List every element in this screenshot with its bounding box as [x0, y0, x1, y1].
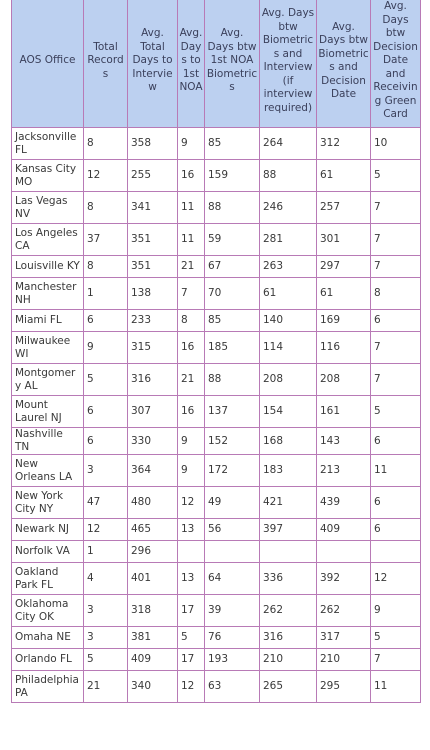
- cell-total-days: 138: [128, 278, 178, 310]
- cell-decision-card: 7: [371, 224, 421, 256]
- cell-office: Milwaukee WI: [12, 332, 84, 364]
- cell-noa-bio: 85: [205, 310, 260, 332]
- cell-bio-interview: 397: [260, 519, 317, 541]
- table-row: [12, 192, 421, 224]
- table-row: [12, 627, 421, 649]
- cell-bio-decision: 301: [317, 224, 371, 256]
- cell-days-noa: 7: [178, 278, 205, 310]
- cell-noa-bio: 88: [205, 364, 260, 396]
- cell-days-noa: 17: [178, 595, 205, 627]
- cell-decision-card: 7: [371, 256, 421, 278]
- cell-office: Philadelphia PA: [12, 671, 84, 703]
- cell-bio-interview: 336: [260, 563, 317, 595]
- cell-bio-decision: 257: [317, 192, 371, 224]
- table-row: [12, 256, 421, 278]
- cell-noa-bio: 49: [205, 487, 260, 519]
- col-header-biometrics-interview: Avg. Days btw Biometrics and Interview (if interview required): [260, 0, 317, 128]
- cell-days-noa: 21: [178, 364, 205, 396]
- cell-office: Las Vegas NV: [12, 192, 84, 224]
- cell-total-records: 3: [84, 595, 128, 627]
- col-header-decision-green-card: Avg. Days btw Decision Date and Receiving Green Card: [371, 0, 421, 128]
- cell-bio-interview: 246: [260, 192, 317, 224]
- cell-bio-decision: 439: [317, 487, 371, 519]
- cell-total-records: 5: [84, 649, 128, 671]
- table-row: [12, 595, 421, 627]
- cell-bio-decision: [317, 541, 371, 563]
- cell-decision-card: 9: [371, 595, 421, 627]
- header-row: [12, 0, 421, 128]
- cell-days-noa: 12: [178, 671, 205, 703]
- cell-bio-decision: 392: [317, 563, 371, 595]
- cell-total-days: 296: [128, 541, 178, 563]
- cell-bio-interview: 168: [260, 428, 317, 455]
- cell-office: New Orleans LA: [12, 455, 84, 487]
- cell-total-records: 37: [84, 224, 128, 256]
- cell-bio-decision: 161: [317, 396, 371, 428]
- cell-total-days: 351: [128, 224, 178, 256]
- cell-noa-bio: 67: [205, 256, 260, 278]
- aos-office-table: [11, 0, 421, 703]
- cell-noa-bio: 64: [205, 563, 260, 595]
- cell-total-days: 381: [128, 627, 178, 649]
- cell-total-days: 330: [128, 428, 178, 455]
- cell-days-noa: 11: [178, 192, 205, 224]
- cell-noa-bio: 76: [205, 627, 260, 649]
- table-row: [12, 649, 421, 671]
- cell-total-days: 316: [128, 364, 178, 396]
- table-row: [12, 541, 421, 563]
- cell-total-days: 409: [128, 649, 178, 671]
- cell-total-records: 8: [84, 192, 128, 224]
- cell-total-records: 4: [84, 563, 128, 595]
- cell-office: Montgomery AL: [12, 364, 84, 396]
- cell-total-days: 401: [128, 563, 178, 595]
- col-header-avg-days-first-noa: Avg. Days to 1st NOA: [178, 0, 205, 128]
- cell-bio-interview: 61: [260, 278, 317, 310]
- cell-days-noa: 9: [178, 128, 205, 160]
- cell-bio-decision: 312: [317, 128, 371, 160]
- cell-bio-interview: 114: [260, 332, 317, 364]
- table-row: [12, 364, 421, 396]
- cell-bio-interview: 264: [260, 128, 317, 160]
- cell-decision-card: 5: [371, 396, 421, 428]
- cell-bio-decision: 169: [317, 310, 371, 332]
- table-row: [12, 455, 421, 487]
- col-header-noa-biometrics: Avg. Days btw 1st NOA Biometrics: [205, 0, 260, 128]
- cell-days-noa: 8: [178, 310, 205, 332]
- cell-bio-decision: 295: [317, 671, 371, 703]
- cell-days-noa: 17: [178, 649, 205, 671]
- cell-days-noa: [178, 541, 205, 563]
- cell-total-days: 358: [128, 128, 178, 160]
- cell-noa-bio: 159: [205, 160, 260, 192]
- cell-days-noa: 16: [178, 332, 205, 364]
- cell-bio-interview: 263: [260, 256, 317, 278]
- cell-office: Omaha NE: [12, 627, 84, 649]
- col-header-avg-total-days-interview: Avg. Total Days to Interview: [128, 0, 178, 128]
- cell-days-noa: 16: [178, 160, 205, 192]
- cell-bio-decision: 210: [317, 649, 371, 671]
- cell-total-days: 315: [128, 332, 178, 364]
- cell-days-noa: 9: [178, 428, 205, 455]
- cell-decision-card: 5: [371, 627, 421, 649]
- cell-bio-interview: 262: [260, 595, 317, 627]
- cell-decision-card: 12: [371, 563, 421, 595]
- cell-total-records: 5: [84, 364, 128, 396]
- cell-bio-interview: 154: [260, 396, 317, 428]
- cell-total-records: 9: [84, 332, 128, 364]
- cell-bio-decision: 116: [317, 332, 371, 364]
- cell-bio-decision: 409: [317, 519, 371, 541]
- table-row: [12, 396, 421, 428]
- cell-bio-decision: 297: [317, 256, 371, 278]
- cell-noa-bio: 56: [205, 519, 260, 541]
- table-row: [12, 671, 421, 703]
- cell-bio-interview: 421: [260, 487, 317, 519]
- cell-total-records: 1: [84, 278, 128, 310]
- cell-decision-card: [371, 541, 421, 563]
- cell-office: Mount Laurel NJ: [12, 396, 84, 428]
- cell-total-records: 6: [84, 428, 128, 455]
- cell-decision-card: 5: [371, 160, 421, 192]
- cell-noa-bio: 152: [205, 428, 260, 455]
- cell-decision-card: 8: [371, 278, 421, 310]
- cell-total-records: 47: [84, 487, 128, 519]
- table-row: [12, 332, 421, 364]
- table-row: [12, 224, 421, 256]
- cell-total-records: 3: [84, 627, 128, 649]
- cell-bio-decision: 61: [317, 160, 371, 192]
- col-header-total-records: Total Records: [84, 0, 128, 128]
- table-row: [12, 160, 421, 192]
- cell-office: Newark NJ: [12, 519, 84, 541]
- cell-days-noa: 13: [178, 519, 205, 541]
- cell-office: Orlando FL: [12, 649, 84, 671]
- cell-office: Miami FL: [12, 310, 84, 332]
- cell-total-days: 364: [128, 455, 178, 487]
- cell-total-days: 307: [128, 396, 178, 428]
- cell-bio-interview: 281: [260, 224, 317, 256]
- cell-office: Kansas City MO: [12, 160, 84, 192]
- cell-noa-bio: 85: [205, 128, 260, 160]
- cell-days-noa: 9: [178, 455, 205, 487]
- cell-bio-interview: [260, 541, 317, 563]
- cell-total-days: 255: [128, 160, 178, 192]
- cell-decision-card: 7: [371, 192, 421, 224]
- cell-total-days: 341: [128, 192, 178, 224]
- cell-total-records: 8: [84, 128, 128, 160]
- table-row: [12, 487, 421, 519]
- cell-noa-bio: 39: [205, 595, 260, 627]
- table-row: [12, 128, 421, 160]
- cell-bio-interview: 210: [260, 649, 317, 671]
- cell-bio-interview: 140: [260, 310, 317, 332]
- cell-bio-decision: 208: [317, 364, 371, 396]
- cell-total-records: 1: [84, 541, 128, 563]
- cell-days-noa: 5: [178, 627, 205, 649]
- cell-bio-interview: 265: [260, 671, 317, 703]
- cell-office: Louisville KY: [12, 256, 84, 278]
- cell-total-records: 6: [84, 310, 128, 332]
- cell-noa-bio: 88: [205, 192, 260, 224]
- cell-noa-bio: 137: [205, 396, 260, 428]
- table-row: [12, 428, 421, 455]
- cell-bio-decision: 143: [317, 428, 371, 455]
- cell-decision-card: 6: [371, 310, 421, 332]
- cell-decision-card: 7: [371, 649, 421, 671]
- cell-days-noa: 13: [178, 563, 205, 595]
- table-row: [12, 563, 421, 595]
- cell-decision-card: 7: [371, 364, 421, 396]
- cell-bio-decision: 61: [317, 278, 371, 310]
- cell-decision-card: 11: [371, 455, 421, 487]
- cell-noa-bio: 193: [205, 649, 260, 671]
- cell-total-records: 21: [84, 671, 128, 703]
- cell-decision-card: 7: [371, 332, 421, 364]
- cell-total-days: 465: [128, 519, 178, 541]
- cell-office: Norfolk VA: [12, 541, 84, 563]
- cell-noa-bio: 59: [205, 224, 260, 256]
- table-row: [12, 278, 421, 310]
- cell-office: Nashville TN: [12, 428, 84, 455]
- cell-decision-card: 11: [371, 671, 421, 703]
- cell-noa-bio: 70: [205, 278, 260, 310]
- cell-noa-bio: 185: [205, 332, 260, 364]
- col-header-aos-office: AOS Office: [12, 0, 84, 128]
- cell-bio-interview: 88: [260, 160, 317, 192]
- cell-days-noa: 12: [178, 487, 205, 519]
- cell-days-noa: 21: [178, 256, 205, 278]
- cell-decision-card: 6: [371, 428, 421, 455]
- cell-total-days: 480: [128, 487, 178, 519]
- cell-office: Jacksonville FL: [12, 128, 84, 160]
- cell-noa-bio: 172: [205, 455, 260, 487]
- cell-office: Manchester NH: [12, 278, 84, 310]
- cell-office: Oakland Park FL: [12, 563, 84, 595]
- cell-days-noa: 16: [178, 396, 205, 428]
- cell-total-days: 233: [128, 310, 178, 332]
- cell-total-records: 3: [84, 455, 128, 487]
- cell-decision-card: 6: [371, 519, 421, 541]
- table-row: [12, 310, 421, 332]
- cell-noa-bio: [205, 541, 260, 563]
- cell-days-noa: 11: [178, 224, 205, 256]
- cell-total-days: 318: [128, 595, 178, 627]
- cell-bio-interview: 316: [260, 627, 317, 649]
- cell-bio-interview: 208: [260, 364, 317, 396]
- cell-decision-card: 10: [371, 128, 421, 160]
- cell-noa-bio: 63: [205, 671, 260, 703]
- cell-office: New York City NY: [12, 487, 84, 519]
- cell-total-days: 351: [128, 256, 178, 278]
- table-row: [12, 519, 421, 541]
- cell-total-records: 12: [84, 160, 128, 192]
- cell-bio-decision: 317: [317, 627, 371, 649]
- col-header-biometrics-decision: Avg. Days btw Biometrics and Decision Date: [317, 0, 371, 128]
- cell-office: Oklahoma City OK: [12, 595, 84, 627]
- cell-bio-decision: 262: [317, 595, 371, 627]
- cell-total-records: 12: [84, 519, 128, 541]
- cell-decision-card: 6: [371, 487, 421, 519]
- cell-total-records: 8: [84, 256, 128, 278]
- cell-total-days: 340: [128, 671, 178, 703]
- cell-bio-decision: 213: [317, 455, 371, 487]
- cell-total-records: 6: [84, 396, 128, 428]
- cell-bio-interview: 183: [260, 455, 317, 487]
- cell-office: Los Angeles CA: [12, 224, 84, 256]
